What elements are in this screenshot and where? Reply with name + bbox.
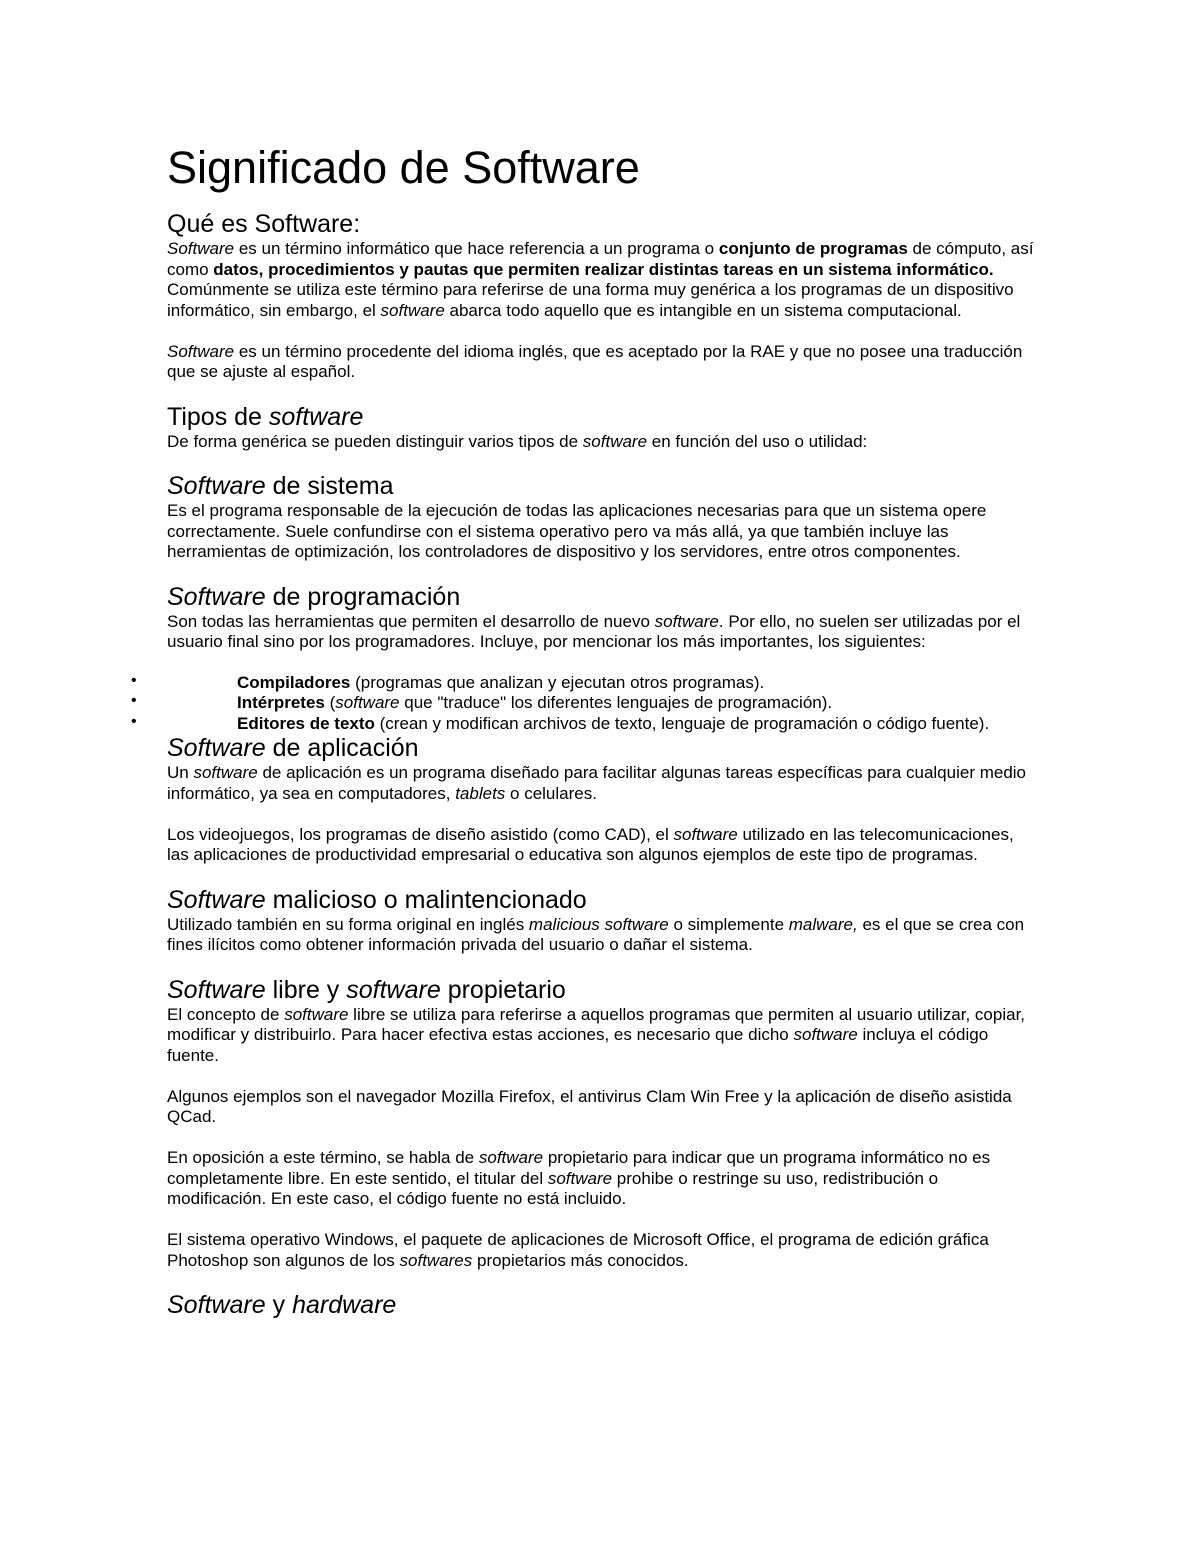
paragraph-sistema: Es el programa responsable de la ejecución de todas las aplicaciones necesarias para que un sistema opere correctamente. Suele confundirse con el sistema operativo pero va más allá, ya que también incluye las herramientas de optimización, los controladores de dispositivo y los servidores, entre otros componentes. — [167, 501, 987, 561]
section-heading-tipos: Tipos de software — [167, 402, 364, 431]
section-heading-aplicacion: Software de aplicación — [167, 734, 419, 762]
section-heading-que-es: Qué es Software: — [167, 210, 361, 238]
bullet-icon: • — [131, 692, 137, 709]
section-heading-sistema: Software de sistema — [167, 472, 394, 500]
term-software: Software — [167, 239, 235, 258]
paragraph-common-usage: Comúnmente se utiliza este término para referirse de una forma muy genérica a los programas de un dispositivo informático, sin embargo, el software abarca todo aquello que es intangible en un sistema computacional. — [167, 280, 1014, 320]
section-heading-libre: Software libre y software propietario — [167, 975, 566, 1004]
document-page — [131, 140, 1037, 1320]
paragraph-programacion: Son todas las herramientas que permiten el desarrollo de nuevo software. Por ello, no suelen ser utilizadas por el usuario final sino por los programadores. Incluye, por mencionar los más importantes, los siguientes: — [167, 611, 1021, 651]
bullet-icon: • — [131, 712, 137, 730]
section-heading-programacion: Software de programación — [167, 582, 461, 611]
paragraph-malicioso: Utilizado también en su forma original en inglés malicious software o simplemente malware, es el que se crea con fines ilícitos como obtener información privada del usuario o dañar el sistema. — [167, 914, 1025, 954]
list-item: • Compiladores (programas que analizan y ejecutan otros programas). — [131, 671, 765, 692]
list-item: • Editores de texto (crean y modifican archivos de texto, lenguaje de programación o código fuente). — [131, 712, 990, 733]
section-heading-malicioso: Software malicioso o malintencionado — [167, 885, 587, 914]
bullet-icon: • — [131, 671, 137, 689]
page-title: Significado de Software — [167, 142, 640, 193]
paragraph-tipos: De forma genérica se pueden distinguir varios tipos de software en función del uso o utilidad: — [167, 431, 868, 451]
paragraph-propietario-ejemplos: El sistema operativo Windows, el paquete de aplicaciones de Microsoft Office, el programa de edición gráfica Photoshop son algunos de los softwares propietarios más conocidos. — [167, 1230, 989, 1270]
section-heading-hardware: Software y hardware — [167, 1291, 397, 1319]
list-item: • Intérpretes (software que "traduce" los diferentes lenguajes de programación). — [131, 692, 833, 712]
paragraph-aplicacion-ejemplos: Los videojuegos, los programas de diseño asistido (como CAD), el software utilizado en las telecomunicaciones, las aplicaciones de productividad empresarial o educativa son algunos ejemplos de este tipo de programas. — [167, 824, 1014, 864]
programming-tools-list — [131, 671, 1037, 735]
paragraph-aplicacion: Un software de aplicación es un programa diseñado para facilitar algunas tareas específicas para cualquier medio informático, ya sea en computadores, tablets o celulares. — [167, 763, 1027, 803]
paragraph-origin: Software es un término procedente del idioma inglés, que es aceptado por la RAE y que no posee una traducción que se ajuste al español. — [167, 341, 1023, 381]
paragraph-libre-ejemplos: Algunos ejemplos son el navegador Mozilla Firefox, el antivirus Clam Win Free y la aplicación de diseño asistida QCad. — [167, 1086, 1012, 1126]
paragraph-libre: El concepto de software libre se utiliza para referirse a aquellos programas que permiten al usuario utilizar, copiar, modificar y distribuirlo. Para hacer efectiva estas acciones, es necesario que dicho software incluya el código fuente. — [167, 1004, 1026, 1065]
paragraph-definition: Software es un término informático que hace referencia a un programa o conjunto de programas de cómputo, así como datos, procedimientos y pautas que permiten realizar distintas tareas en un sistema informático. — [167, 239, 1034, 279]
paragraph-propietario: En oposición a este término, se habla de software propietario para indicar que un programa informático no es completamente libre. En este sentido, el titular del software prohibe o restringe su uso, redistribución o modificación. En este caso, el código fuente no está incluido. — [167, 1148, 991, 1208]
